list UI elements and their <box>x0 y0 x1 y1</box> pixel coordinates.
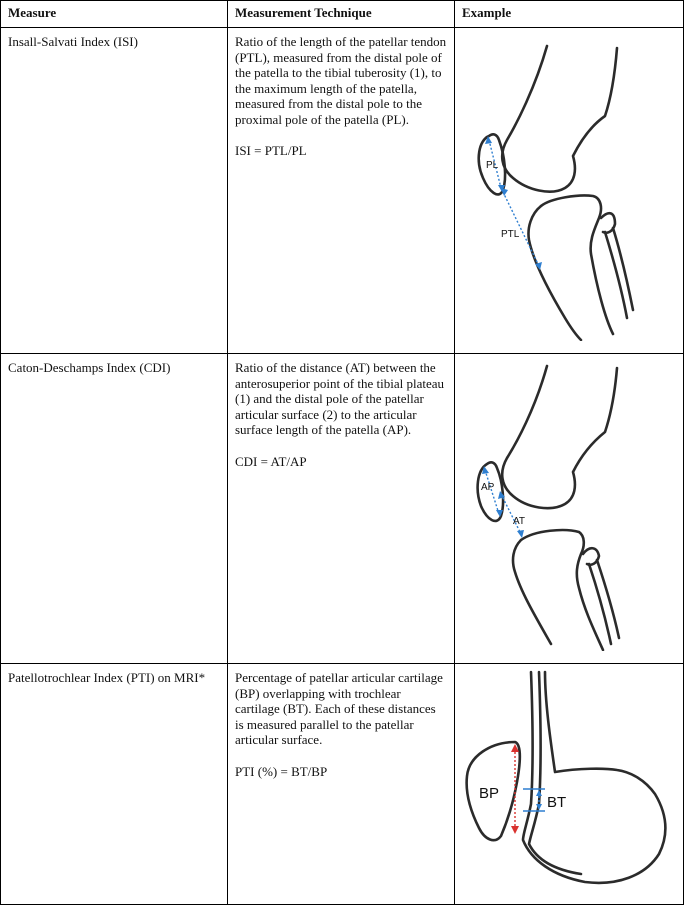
table-row <box>1 664 684 905</box>
ptl-label: PTL <box>501 229 520 240</box>
table-row <box>1 354 684 664</box>
bp-label: BP <box>479 785 500 802</box>
example-cell <box>455 28 684 354</box>
at-label: AT <box>513 516 526 527</box>
technique-text: Percentage of patellar articular cartilage (BP) overlapping with trochlear cartilage (BT). Each of these distances is measured parallel to the patellar articular surface. <box>235 670 443 747</box>
pl-label: PL <box>486 160 499 171</box>
technique-text: Ratio of the distance (AT) between the anterosuperior point of the tibial plateau (1) and the distal pole of the patellar articular surface (2) to the articular surface length of the patella (AP). <box>235 360 445 437</box>
bt-label: BT <box>547 794 567 811</box>
header-technique: Measurement Technique <box>228 1 455 28</box>
technique-cell <box>228 664 455 905</box>
technique-cell <box>228 28 455 354</box>
table-row <box>1 28 684 354</box>
example-cell <box>455 354 684 664</box>
formula-text: PTI (%) = BT/BP <box>235 763 328 779</box>
formula-text: CDI = AT/AP <box>235 453 307 469</box>
cdi-knee-diagram <box>455 354 683 651</box>
isi-knee-diagram <box>455 28 683 341</box>
technique-cell <box>228 354 455 664</box>
header-measure: Measure <box>1 1 228 28</box>
technique-text: Ratio of the length of the patellar tendon (PTL), measured from the distal pole of the patella to the tibial tuberosity (1), to the maximum length of the patella, measured from the distal pole to the proximal pole of the patella (PL). <box>235 34 447 127</box>
pti-mri-diagram <box>455 664 683 892</box>
header-row <box>1 1 684 28</box>
example-cell <box>455 664 684 905</box>
measure-cell: Caton-Deschamps Index (CDI) <box>1 354 228 664</box>
formula-text: ISI = PTL/PL <box>235 143 307 158</box>
header-example: Example <box>455 1 684 28</box>
measure-cell: Insall-Salvati Index (ISI) <box>1 28 228 354</box>
measure-cell: Patellotrochlear Index (PTI) on MRI* <box>1 664 228 905</box>
ap-label: AP <box>481 482 495 493</box>
